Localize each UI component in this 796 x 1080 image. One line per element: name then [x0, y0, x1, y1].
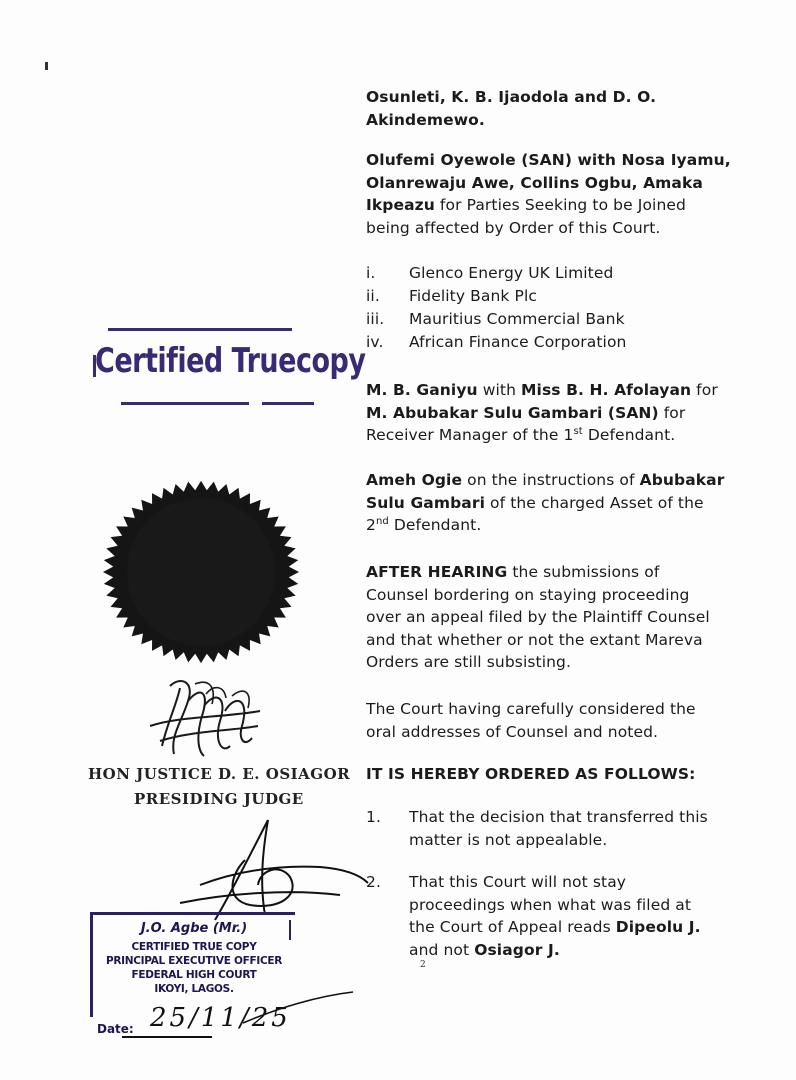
- list-item: [366, 308, 726, 331]
- certified-stamp-text: Certified Truecopy: [95, 342, 366, 381]
- orders-heading-text: IT IS HEREBY ORDERED AS FOLLOWS:: [366, 765, 696, 783]
- court-seal-icon: [101, 476, 301, 676]
- joined-counsel-names: Olufemi Oyewole (SAN) with Nosa Iyamu, Olanrewaju Awe, Collins Ogbu, Amaka Ikpeazu: [366, 151, 731, 214]
- counsel-paragraph-1: [366, 86, 726, 131]
- receiver-counsel: M. B. Ganiyu: [366, 381, 478, 399]
- ameh-counsel: Ameh Ogie: [366, 471, 463, 489]
- list-item: [366, 871, 714, 961]
- list-label: Fidelity Bank Plc: [409, 287, 537, 305]
- text-run: for Receiver Manager of the 1: [366, 403, 686, 444]
- order-number: 1.: [366, 808, 381, 826]
- list-item: [366, 806, 714, 851]
- date-flourish-icon: [238, 988, 358, 1028]
- date-label: Date:: [97, 1022, 134, 1036]
- list-number: i.: [366, 264, 376, 282]
- judge-ref: Dipeolu J.: [615, 918, 701, 936]
- list-label: Glenco Energy UK Limited: [409, 264, 614, 282]
- text-run: Defendant.: [388, 516, 482, 534]
- order-number: 2.: [366, 873, 381, 891]
- stamp-rule-bottom-2: [262, 402, 314, 405]
- hearing-text: the submissions of Counsel bordering on staying proceeding over an appeal filed by the Plaintiff Counsel and that whether or not the extant Mareva Orders are still subsisting.: [366, 563, 710, 671]
- ordinal-suffix: nd: [375, 515, 389, 527]
- date-underline: [122, 1036, 212, 1038]
- orders-list: [366, 806, 714, 961]
- text-run: That this Court will not stay proceedings when what was filed at the Court of Appeal reads: [409, 873, 692, 936]
- considered-paragraph: [366, 698, 726, 743]
- officer-name: J.O. Agbe (Mr.): [140, 921, 248, 936]
- judge-ref: Osiagor J.: [474, 940, 560, 959]
- text-run: for: [691, 381, 718, 399]
- list-item: [366, 262, 726, 285]
- ordinal-suffix: st: [573, 425, 583, 437]
- text-run: with: [477, 381, 522, 399]
- counsel-line-2: Akindemewo.: [366, 110, 485, 129]
- list-label: Mauritius Commercial Bank: [409, 310, 625, 328]
- ameh-paragraph: [366, 469, 726, 537]
- ameh-instructing: Abubakar Sulu Gambari: [366, 471, 725, 512]
- date-value: 25/11/25: [150, 1003, 291, 1033]
- officer-stamp-line: PRINCIPAL EXECUTIVE OFFICER: [105, 955, 283, 967]
- list-item: [366, 285, 726, 308]
- receiver-paragraph: [366, 379, 726, 447]
- officer-stamp-line: IKOYI, LAGOS.: [154, 983, 234, 995]
- page-number: 2: [420, 960, 426, 970]
- officer-stamp-line: FEDERAL HIGH COURT: [131, 969, 257, 981]
- stamp-rule-bottom: [121, 402, 249, 405]
- text-run: on the instructions of: [462, 471, 640, 489]
- text-run: of the charged Asset of the 2: [366, 493, 704, 534]
- order-text: That the decision that transferred this matter is not appealable.: [409, 808, 708, 849]
- list-label: African Finance Corporation: [409, 333, 627, 351]
- party-list: [366, 262, 726, 354]
- stamp-box-right: [289, 920, 291, 940]
- judge-title: PRESIDING JUDGE: [134, 790, 304, 808]
- list-item: [366, 331, 726, 354]
- counsel-line-1: Osunleti, K. B. Ijaodola and D. O.: [366, 88, 657, 106]
- orders-heading: [366, 763, 746, 786]
- counsel-paragraph-2: [366, 149, 731, 239]
- officer-signature-icon: [170, 815, 370, 925]
- order-text: [409, 871, 714, 961]
- considered-text: The Court having carefully considered the oral addresses of Counsel and noted.: [366, 700, 696, 741]
- officer-stamp-line: CERTIFIED TRUE COPY: [131, 941, 257, 953]
- judge-name: HON JUSTICE D. E. OSIAGOR: [88, 765, 351, 783]
- text-run: and not: [409, 940, 475, 959]
- hearing-paragraph: [366, 561, 716, 674]
- text-run: Defendant.: [582, 426, 676, 444]
- list-number: iv.: [366, 333, 384, 351]
- judge-signature-icon: [140, 676, 270, 766]
- hearing-heading: AFTER HEARING: [366, 563, 508, 581]
- margin-mark: [45, 62, 48, 70]
- list-number: ii.: [366, 287, 380, 305]
- receiver-lead: M. Abubakar Sulu Gambari (SAN): [366, 403, 659, 422]
- joined-counsel-desc: for Parties Seeking to be Joined being affected by Order of this Court.: [366, 196, 686, 237]
- receiver-assistant: Miss B. H. Afolayan: [521, 381, 692, 399]
- stamp-rule-top: [108, 328, 292, 331]
- list-number: iii.: [366, 310, 385, 328]
